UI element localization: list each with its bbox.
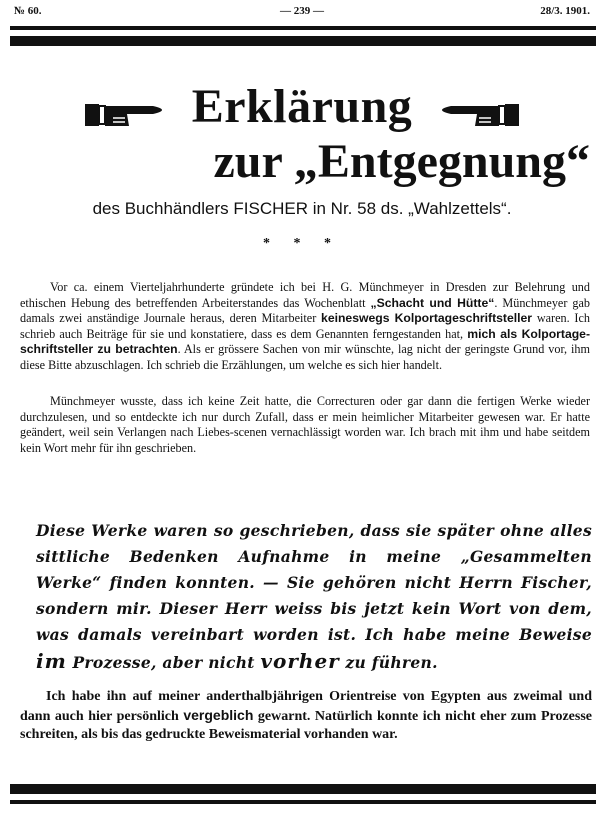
paragraph-1: Vor ca. einem Vierteljahrhunderte gründete ich bei H. G. Münchmeyer in Dresden zur Belehrung und ethischen Hebung des betreffenden Arbeiterstandes das Wochenblatt „Schacht und Hütte“. Münchmeyer gab damals zwei anständige Journale heraus, deren Mitarbeiter keineswegs Kolportageschriftsteller waren. Ich schrieb auch Beiträge für sie und konstatiere, dass es dem Genannten ferngestanden hat, mich als Kolportage-schriftsteller zu betrachten. Als er grössere Sachen von mir wünschte, lag nicht der geringste Grund vor, ihm diese Bitte abzuschlagen. Ich schrieb die Erzählungen, um welche es sich hier handelt. bbox=[20, 280, 591, 372]
emphasis-text: im bbox=[36, 649, 67, 673]
statement-block: Diese Werke waren so geschrieben, dass sie später ohne alles sittliche Bedenken Aufnahme in meine „Gesammelten Werke“ finden konnten. — Sie gehören nicht Herrn Fischer, sondern mir. Dieser Herr weiss bis jetzt kein Wort von dem, was damals vereinbart worden ist. Ich habe meine Beweise im Prozesse, aber nicht vorher zu führen. bbox=[36, 521, 592, 673]
title-word: Erklärung bbox=[191, 79, 413, 133]
emphasis-text: vorher bbox=[260, 649, 340, 673]
bold-text: mich als Kolportage-schriftsteller zu betrachten bbox=[20, 326, 591, 357]
issue-number: № 60. bbox=[14, 5, 42, 17]
header-rule-thin bbox=[10, 26, 596, 30]
separator-stars: * * * bbox=[263, 236, 341, 251]
title-line-1 bbox=[0, 72, 604, 134]
bold-text: „Schacht und Hütte“ bbox=[370, 295, 495, 310]
page-number: — 239 — bbox=[280, 5, 324, 17]
page-header bbox=[10, 5, 594, 21]
issue-date: 28/3. 1901. bbox=[540, 5, 590, 17]
bold-text: keineswegs Kolportageschriftsteller bbox=[321, 311, 533, 326]
footer-rule-thick bbox=[10, 784, 596, 794]
closing-paragraph: Ich habe ihn auf meiner anderthalbjährigen Orientreise von Egypten aus zweimal und dann auch hier persönlich vergeblich gewarnt. Natürlich konnte ich nicht eher zum Prozesse schreiten, als bis das gedruckte Beweismaterial vorhanden war. bbox=[20, 689, 592, 742]
subtitle: des Buchhändlers FISCHER in Nr. 58 ds. „Wahlzettels“. bbox=[92, 199, 512, 218]
bold-text: vergeblich bbox=[183, 707, 254, 723]
pointing-hand-left-icon bbox=[431, 88, 521, 126]
paragraph-2: Münchmeyer wusste, dass ich keine Zeit hatte, die Correcturen oder gar dann die fertigen Werke wieder durchzulesen, und so entdeckte ich nur durch Zufall, dass er mein heimlicher Mitarbeiter gewesen war. Er hatte geändert, weil sein Verlangen nach Liebes-scenen vernachlässigt worden war. Ich brach mit ihm und habe seitdem kein Wort mehr für ihn geschrieben. bbox=[20, 394, 590, 455]
title-line-2: zur „Entgegnung“ bbox=[213, 135, 590, 188]
footer-rule-thin bbox=[10, 800, 596, 804]
header-rule-thick bbox=[10, 36, 596, 46]
pointing-hand-right-icon bbox=[83, 88, 173, 126]
